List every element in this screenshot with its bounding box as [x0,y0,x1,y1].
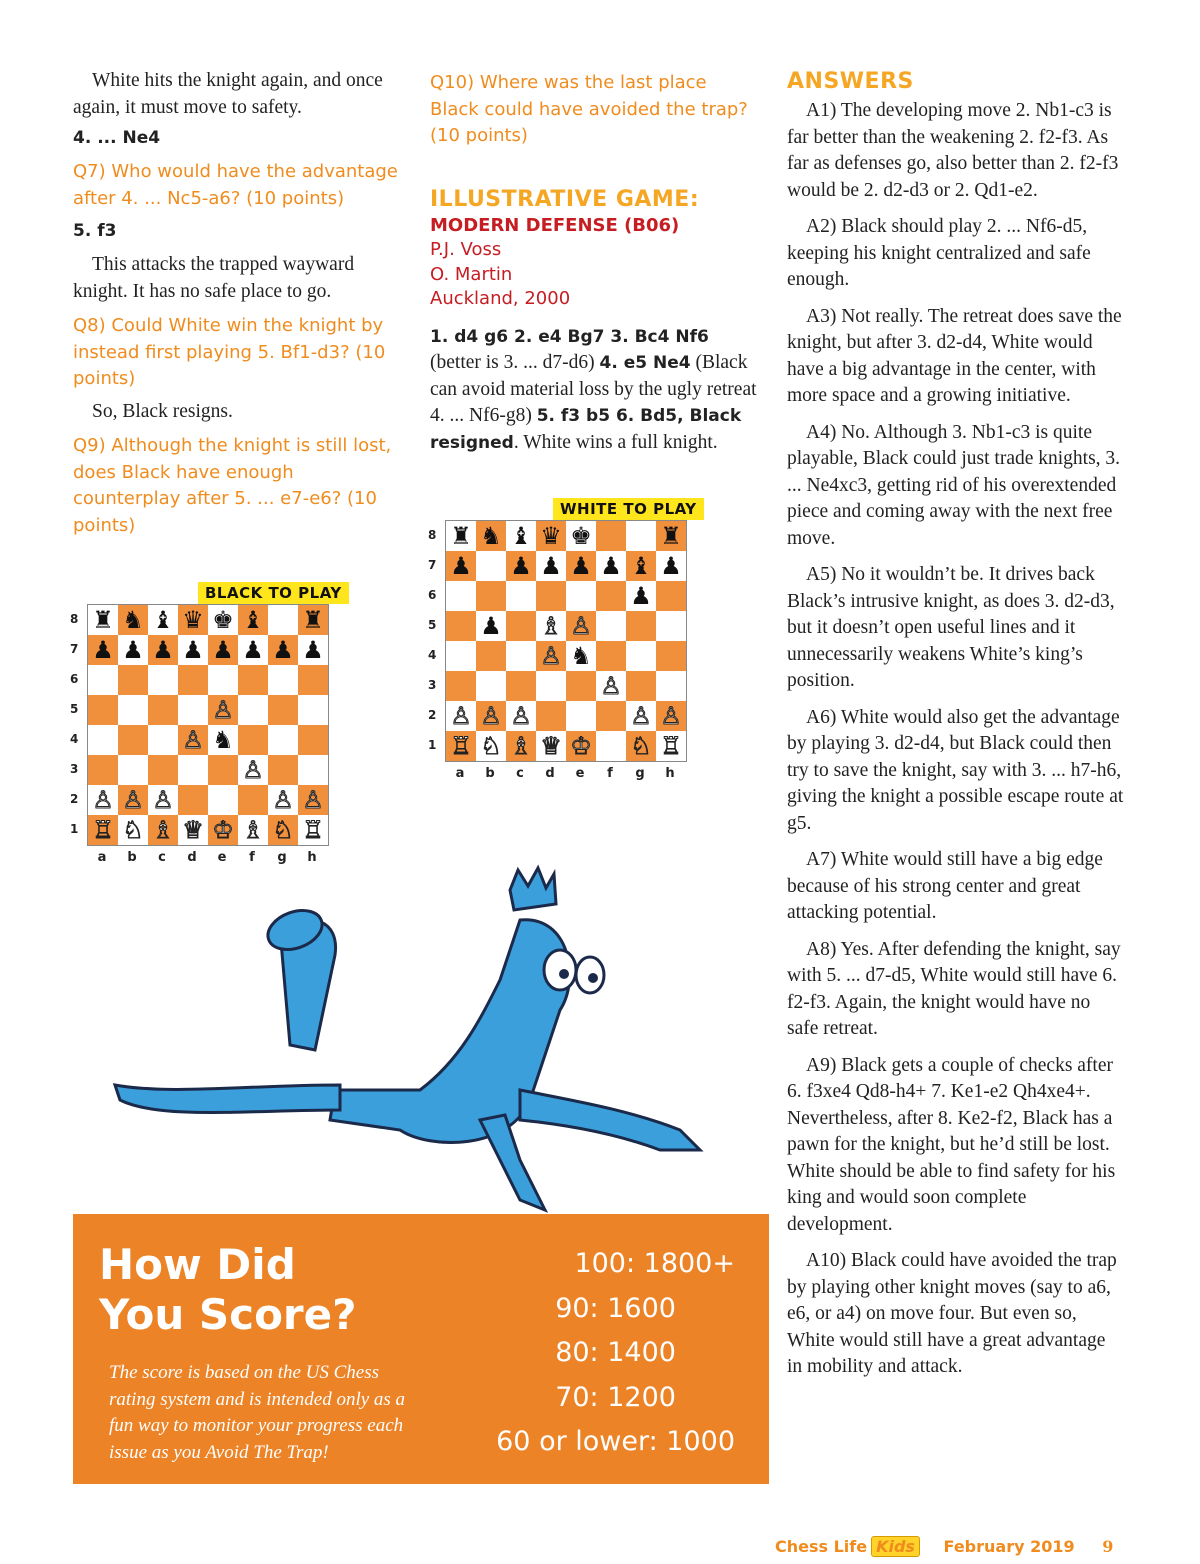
square-b2 [476,701,506,731]
file-label: g [277,850,287,865]
square-g4 [268,725,298,755]
square-h5 [656,611,686,641]
square-c6 [506,581,536,611]
square-c1 [506,731,536,761]
paragraph: White hits the knight again, and once again, it must move to safety. [73,70,383,118]
square-c3 [506,671,536,701]
white-pawn-icon: ♙ [480,702,502,730]
issue-date: February 2019 [943,1537,1075,1556]
square-d5 [536,611,566,641]
white-knight-icon: ♘ [630,732,652,760]
square-f5 [596,611,626,641]
square-e3 [208,755,238,785]
square-a7 [88,635,118,665]
move-text: 4. ... Ne4 [73,128,161,148]
square-b7 [476,551,506,581]
white-pawn-icon: ♙ [540,642,562,670]
file-label: d [187,850,197,865]
black-pawn-icon: ♟ [182,636,204,664]
square-g1 [268,815,298,845]
rank-label: 3 [428,678,437,692]
square-f8 [238,605,268,635]
square-b7 [118,635,148,665]
white-bishop-icon: ♗ [510,732,532,760]
rank-label: 6 [428,588,437,602]
square-b1 [476,731,506,761]
square-f3 [596,671,626,701]
file-label: h [307,850,317,865]
square-f6 [238,665,268,695]
square-d7 [536,551,566,581]
white-pawn-icon: ♙ [302,786,324,814]
square-a4 [446,641,476,671]
black-pawn-icon: ♟ [242,636,264,664]
column-left [73,68,403,545]
score-note: The score is based on the US Chess rating system and is intended only as a fun way to monitor your progress each issue as you Avoid The Trap! [109,1362,406,1463]
square-e2 [566,701,596,731]
square-b5 [118,695,148,725]
square-a3 [88,755,118,785]
file-label: b [127,850,137,865]
answer-a7: A7) White would still have a big edge because of his strong center and great attacking potential. [787,849,1103,923]
square-h1 [656,731,686,761]
white-knight-icon: ♘ [272,816,294,844]
file-label: a [97,850,107,865]
square-f5 [238,695,268,725]
square-a2 [446,701,476,731]
black-bishop-icon: ♝ [152,606,174,634]
white-pawn-icon: ♙ [212,696,234,724]
score-levels [496,1242,735,1465]
square-c3 [148,755,178,785]
square-g2 [626,701,656,731]
answer-a4: A4) No. Although 3. Nb1-c3 is quite playable, Black could just trade knights, 3. ... Ne4xc3, getting rid of his overextended piece and coming away with the next free move. [787,421,1121,549]
square-h7 [298,635,328,665]
white-king-icon: ♔ [570,732,592,760]
white-rook-icon: ♖ [660,732,682,760]
square-c7 [148,635,178,665]
square-b5 [476,611,506,641]
white-bishop-icon: ♗ [152,816,174,844]
square-f4 [238,725,268,755]
square-g6 [626,581,656,611]
black-queen-icon: ♛ [182,606,204,634]
square-a8 [446,521,476,551]
black-pawn-icon: ♟ [570,552,592,580]
rank-label: 8 [70,612,79,626]
square-f7 [238,635,268,665]
square-h3 [298,755,328,785]
rank-label: 2 [428,708,437,722]
rank-label: 5 [70,702,79,716]
square-d7 [178,635,208,665]
square-h8 [298,605,328,635]
file-label: c [516,766,524,781]
square-f1 [596,731,626,761]
square-b3 [476,671,506,701]
answer-a8: A8) Yes. After defending the knight, say with 5. ... d7-d5, White would still have 6. f2-f3. Again, the knight would have no safe retreat. [787,938,1121,1039]
black-king-icon: ♚ [570,522,592,550]
black-pawn-icon: ♟ [272,636,294,664]
white-rook-icon: ♖ [450,732,472,760]
square-g7 [626,551,656,581]
square-a5 [446,611,476,641]
comment: . White wins a full knight. [513,431,718,453]
white-pawn-icon: ♙ [122,786,144,814]
black-pawn-icon: ♟ [480,612,502,640]
rank-label: 6 [70,672,79,686]
square-g5 [268,695,298,725]
square-c5 [506,611,536,641]
square-f7 [596,551,626,581]
chess-diagram-black-to-play [70,582,360,872]
square-g5 [626,611,656,641]
square-d3 [536,671,566,701]
square-a6 [88,665,118,695]
square-h2 [298,785,328,815]
score-title-line: How Did [99,1240,296,1289]
white-player: P.J. Voss [430,239,502,260]
game-heading: ILLUSTRATIVE GAME: [430,186,700,212]
score-level: 90: 1600 [555,1292,676,1324]
square-h4 [656,641,686,671]
white-knight-icon: ♘ [122,816,144,844]
score-title [99,1240,357,1340]
answers-list [787,98,1125,1381]
white-pawn-icon: ♙ [630,702,652,730]
square-e6 [566,581,596,611]
square-g8 [268,605,298,635]
white-rook-icon: ♖ [302,816,324,844]
square-e1 [566,731,596,761]
square-d6 [536,581,566,611]
square-g6 [268,665,298,695]
paragraph: This attacks the trapped wayward knight. It has no safe place to go. [73,254,355,302]
square-d8 [178,605,208,635]
square-c4 [148,725,178,755]
square-a4 [88,725,118,755]
square-a8 [88,605,118,635]
square-c2 [148,785,178,815]
white-knight-icon: ♘ [480,732,502,760]
square-d3 [178,755,208,785]
black-pawn-icon: ♟ [92,636,114,664]
square-a1 [88,815,118,845]
file-label: e [575,766,585,781]
square-c8 [148,605,178,635]
file-label: f [249,850,255,865]
black-rook-icon: ♜ [302,606,324,634]
black-pawn-icon: ♟ [302,636,324,664]
square-b6 [118,665,148,695]
black-knight-icon: ♞ [212,726,234,754]
square-b4 [476,641,506,671]
square-a6 [446,581,476,611]
square-f2 [596,701,626,731]
black-knight-icon: ♞ [570,642,592,670]
black-pawn-icon: ♟ [212,636,234,664]
question-q10: Q10) Where was the last place Black could have avoided the trap? (10 points) [430,72,748,146]
page-number: 9 [1102,1537,1114,1556]
file-label: g [635,766,645,781]
blue-chess-king-mascot-icon [100,860,720,1220]
opening-name: MODERN DEFENSE (B06) [430,214,680,236]
rank-label: 7 [428,558,437,572]
white-pawn-icon: ♙ [152,786,174,814]
moves: 1. d4 g6 2. e4 Bg7 3. Bc4 Nf6 [430,326,709,347]
score-level: 80: 1400 [555,1337,676,1369]
white-queen-icon: ♕ [182,816,204,844]
rank-label: 4 [428,648,437,662]
file-label: e [217,850,227,865]
black-bishop-icon: ♝ [630,552,652,580]
square-b3 [118,755,148,785]
answer-a3: A3) Not really. The retreat does save the knight, but after 3. d2-d4, White would have a big advantage in the center, with more space and a growing initiative. [787,305,1122,406]
column-answers [787,68,1125,1391]
square-d1 [536,731,566,761]
square-f4 [596,641,626,671]
square-f8 [596,521,626,551]
white-rook-icon: ♖ [92,816,114,844]
file-label: f [607,766,613,781]
score-box [73,1214,769,1484]
magazine-logo-kids: Kids [871,1536,920,1557]
black-pawn-icon: ♟ [540,552,562,580]
square-g3 [626,671,656,701]
square-a1 [446,731,476,761]
black-rook-icon: ♜ [450,522,472,550]
question-q8: Q8) Could White win the knight by instead first playing 5. Bf1-d3? (10 points) [73,315,386,389]
square-g8 [626,521,656,551]
column-middle [430,68,760,456]
square-d8 [536,521,566,551]
white-bishop-icon: ♗ [242,816,264,844]
square-h7 [656,551,686,581]
square-g7 [268,635,298,665]
square-c5 [148,695,178,725]
square-f2 [238,785,268,815]
square-b8 [476,521,506,551]
square-e5 [208,695,238,725]
square-c6 [148,665,178,695]
move-text: 5. f3 [73,221,117,241]
answer-a9: A9) Black gets a couple of checks after 6. f3xe4 Qd8-h4+ 7. Ke1-e2 Qh4xe4+. Nevertheless, after 8. Ke2-f2, Black has a pawn for the knight, but he’d still be lost. White should be able to find safety for his king and would soon complete development. [787,1054,1116,1235]
square-e7 [208,635,238,665]
square-g1 [626,731,656,761]
magazine-name: Chess Life [775,1537,868,1556]
answer-a1: A1) The developing move 2. Nb1-c3 is far better than the weakening 2. f2-f3. As far as defenses go, also better than 2. f2-f3 would be 2. d2-d3 or 2. Qd1-e2. [787,100,1119,201]
square-e8 [566,521,596,551]
white-pawn-icon: ♙ [600,672,622,700]
square-c8 [506,521,536,551]
square-b8 [118,605,148,635]
question-q7: Q7) Who would have the advantage after 4. ... Nc5-a6? (10 points) [73,161,398,209]
comment: (better is 3. ... d7-d6) [430,352,600,373]
square-c1 [148,815,178,845]
rank-label: 5 [428,618,437,632]
square-f6 [596,581,626,611]
square-c7 [506,551,536,581]
score-title-line: You Score? [99,1290,357,1339]
black-bishop-icon: ♝ [510,522,532,550]
white-pawn-icon: ♙ [510,702,532,730]
moves: 5. f3 b5 6. Bd5, Black resigned [430,406,742,453]
square-d4 [536,641,566,671]
square-h2 [656,701,686,731]
square-h3 [656,671,686,701]
white-pawn-icon: ♙ [272,786,294,814]
white-pawn-icon: ♙ [92,786,114,814]
file-label: a [455,766,465,781]
white-pawn-icon: ♙ [450,702,472,730]
square-g2 [268,785,298,815]
square-g4 [626,641,656,671]
square-h1 [298,815,328,845]
moves: 4. e5 Ne4 [599,353,691,373]
game-place: Auckland, 2000 [430,288,571,309]
square-h6 [656,581,686,611]
black-pawn-icon: ♟ [122,636,144,664]
black-player: O. Martin [430,263,513,285]
white-pawn-icon: ♙ [182,726,204,754]
black-knight-icon: ♞ [122,606,144,634]
square-a7 [446,551,476,581]
white-pawn-icon: ♙ [242,756,264,784]
square-e1 [208,815,238,845]
square-d6 [178,665,208,695]
crown-icon [510,868,556,910]
file-label: d [545,766,555,781]
white-pawn-icon: ♙ [660,702,682,730]
rank-label: 1 [428,738,437,752]
square-a5 [88,695,118,725]
answer-a2: A2) Black should play 2. ... Nf6-d5, keeping his knight centralized and safe enough. [787,216,1091,290]
square-d2 [536,701,566,731]
question-q9: Q9) Although the knight is still lost, does Black have enough counterplay after 5. ... e7-e6? (10 points) [73,435,392,536]
square-e5 [566,611,596,641]
chess-diagram-white-to-play [428,498,718,788]
chessboard [445,520,687,762]
black-pawn-icon: ♟ [630,582,652,610]
square-e2 [208,785,238,815]
black-rook-icon: ♜ [92,606,114,634]
game-score [430,324,760,457]
black-pawn-icon: ♟ [152,636,174,664]
black-pawn-icon: ♟ [450,552,472,580]
white-queen-icon: ♕ [540,732,562,760]
score-level: 100: 1800+ [574,1248,735,1279]
page-footer [775,1536,1113,1557]
answer-a5: A5) No it wouldn’t be. It drives back Black’s intrusive knight, as does 3. d2-d3, but it doesn’t open useful lines and it unnecessarily weakens White’s king’s position. [787,564,1115,691]
rank-label: 2 [70,792,79,806]
square-h5 [298,695,328,725]
white-bishop-icon: ♗ [540,612,562,640]
square-d4 [178,725,208,755]
chessboard [87,604,329,846]
square-h6 [298,665,328,695]
score-level: 60 or lower: 1000 [496,1426,735,1458]
score-level: 70: 1200 [555,1381,676,1413]
rank-label: 4 [70,732,79,746]
square-b6 [476,581,506,611]
square-d2 [178,785,208,815]
square-e3 [566,671,596,701]
square-d5 [178,695,208,725]
answer-a6: A6) White would also get the advantage by playing 3. d2-d4, but Black could then try to save the knight, say with 3. ... h7-h6, giving the knight a possible escape route at g5. [787,706,1124,834]
black-pawn-icon: ♟ [510,552,532,580]
white-pawn-icon: ♙ [570,612,592,640]
to-play-tag: BLACK TO PLAY [198,582,349,604]
square-e7 [566,551,596,581]
square-a2 [88,785,118,815]
rank-label: 1 [70,822,79,836]
black-knight-icon: ♞ [480,522,502,550]
file-label: b [485,766,495,781]
square-b4 [118,725,148,755]
square-e4 [566,641,596,671]
square-b2 [118,785,148,815]
answer-a10: A10) Black could have avoided the trap by playing other knight moves (say to a6, e6, or a4) on move four. But even so, White would still have a great advantage in mobility and attack. [787,1250,1117,1377]
file-label: h [665,766,675,781]
white-king-icon: ♔ [212,816,234,844]
to-play-tag: WHITE TO PLAY [553,498,704,520]
square-e6 [208,665,238,695]
paragraph: So, Black resigns. [92,400,233,422]
square-b1 [118,815,148,845]
square-e8 [208,605,238,635]
black-king-icon: ♚ [212,606,234,634]
black-pawn-icon: ♟ [600,552,622,580]
comment: (Black can avoid material loss by the ugly retreat 4. ... Nf6-g8) [430,352,757,426]
square-h8 [656,521,686,551]
square-e4 [208,725,238,755]
file-label: c [158,850,166,865]
black-queen-icon: ♛ [540,522,562,550]
square-h4 [298,725,328,755]
square-f1 [238,815,268,845]
black-rook-icon: ♜ [660,522,682,550]
square-c4 [506,641,536,671]
square-a3 [446,671,476,701]
rank-label: 3 [70,762,79,776]
square-g3 [268,755,298,785]
rank-label: 8 [428,528,437,542]
square-f3 [238,755,268,785]
square-d1 [178,815,208,845]
black-bishop-icon: ♝ [242,606,264,634]
square-c2 [506,701,536,731]
answers-heading: ANSWERS [787,69,914,94]
rank-label: 7 [70,642,79,656]
black-pawn-icon: ♟ [660,552,682,580]
